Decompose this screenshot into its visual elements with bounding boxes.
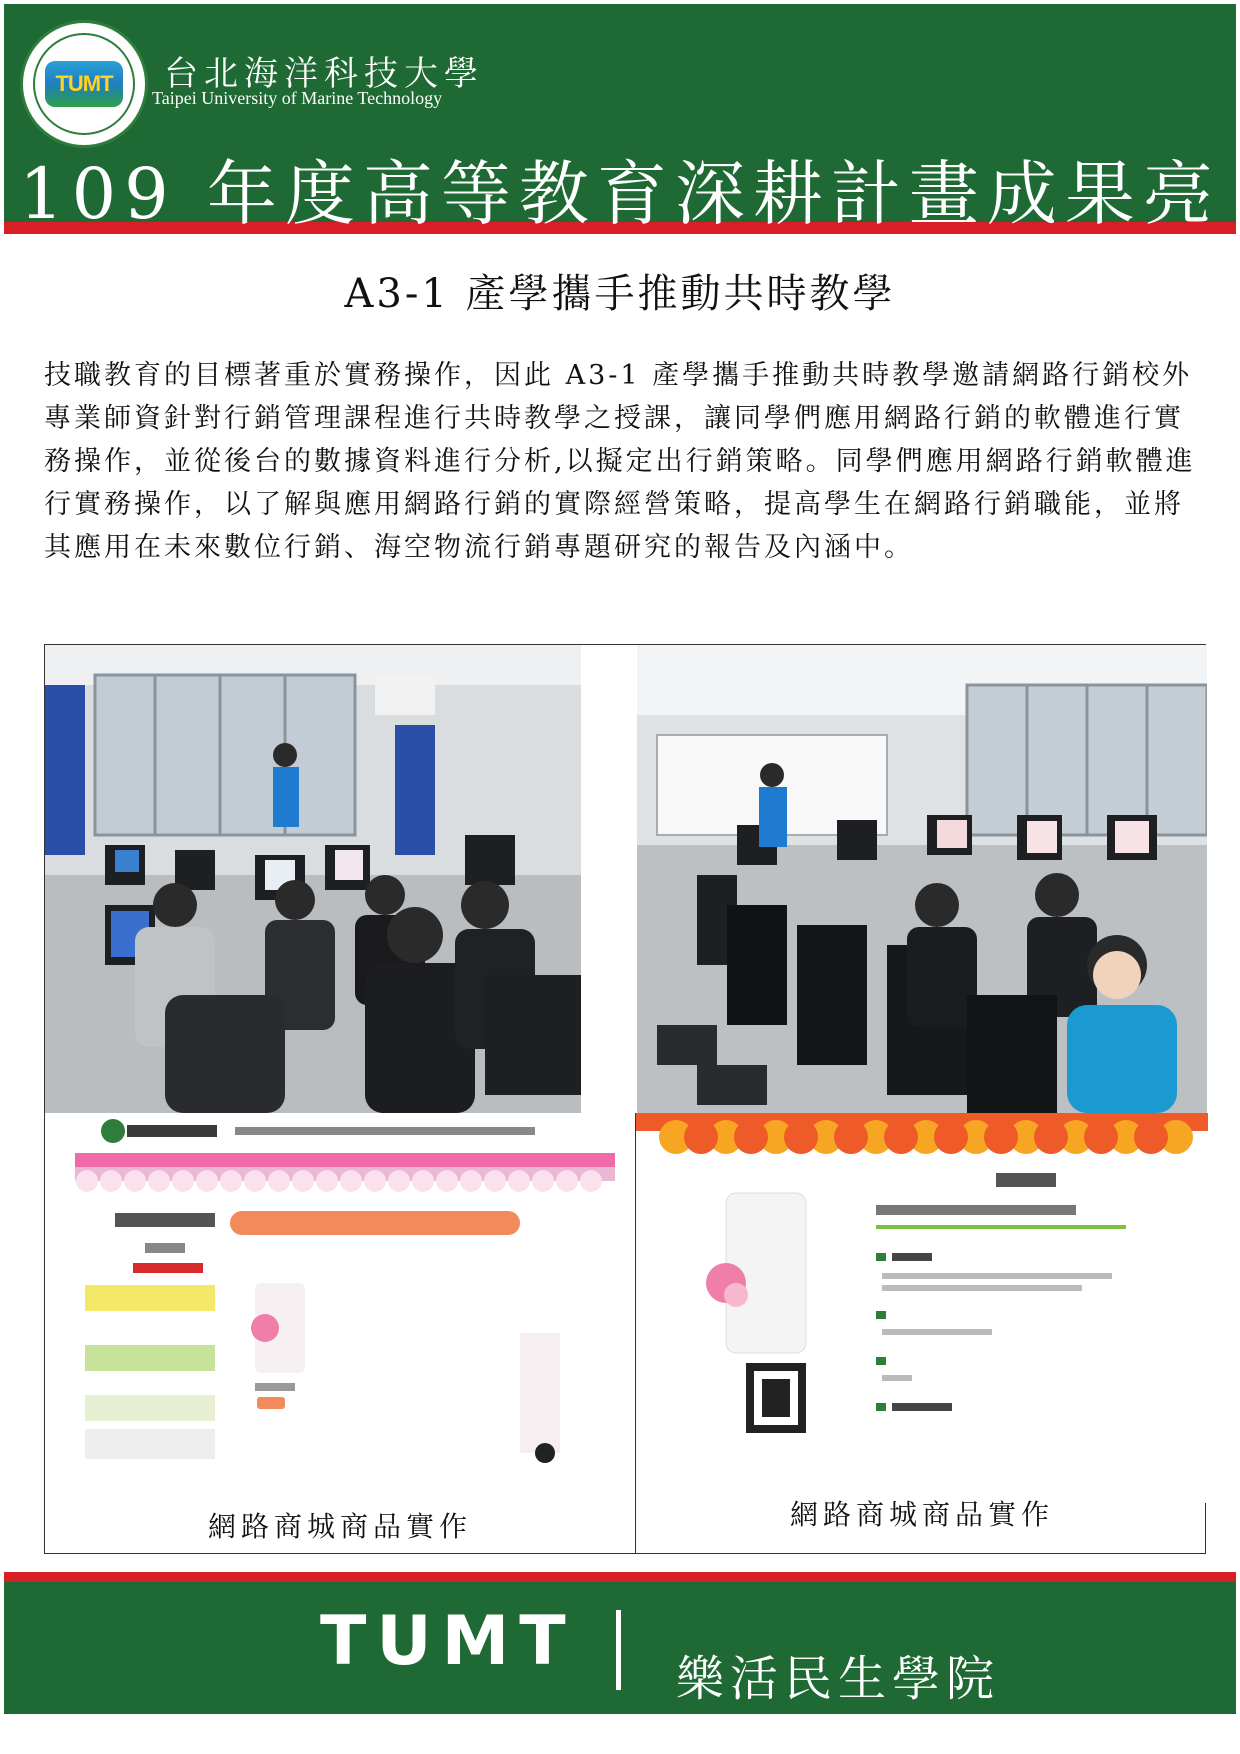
section-subtitle: A3-1 產學攜手推動共時教學 <box>344 271 896 317</box>
section-body: 技職教育的目標著重於實務操作，因此 A3-1 產學攜手推動共時教學邀請網路行銷校外專業師資針對行銷管理課程進行共時教學之授課，讓同學們應用網路行銷的軟體進行實務操作，並從後台的數據資料進行分析,以擬定出行銷策略。同學們應用網路行銷軟體進行實務操作，以了解與應用網路行銷的實際經營策略，提高學生在網路行銷職能，並將其應用在未來數位行銷、海空物流行銷專題研究的報告及內涵中。 <box>44 360 1196 563</box>
logo-mark: TUMT <box>55 71 113 96</box>
classroom-photo-1 <box>45 645 581 1113</box>
classroom-photo-2 <box>637 645 1207 1113</box>
poster-title: 109 年度高等教育深耕計畫成果亮 <box>19 153 1221 235</box>
web-store-screenshot-1 <box>45 1113 635 1553</box>
university-logo <box>20 20 148 148</box>
web-store-screenshot-2 <box>635 1113 1208 1553</box>
photo-caption-1: 網路商城商品實作 <box>207 1510 472 1543</box>
footer-brand: TUMT <box>320 1602 576 1681</box>
classroom-photo-2-image <box>637 645 1207 1113</box>
web-store-screenshot-1-image <box>45 1113 635 1503</box>
photo-caption-2: 網路商城商品實作 <box>789 1498 1054 1531</box>
classroom-photo-1-image <box>45 645 581 1113</box>
school-name-zh: 台北海洋科技大學 <box>164 54 484 94</box>
photo-grid <box>44 644 1206 1554</box>
web-store-screenshot-2-image <box>636 1113 1208 1503</box>
footer-college-name: 樂活民生學院 <box>676 1651 1001 1707</box>
school-name-en: Taipei University of Marine Technology <box>152 88 443 108</box>
footer-red-stripe <box>4 1572 1236 1582</box>
footer-divider <box>616 1610 621 1690</box>
header-banner <box>0 0 1240 236</box>
